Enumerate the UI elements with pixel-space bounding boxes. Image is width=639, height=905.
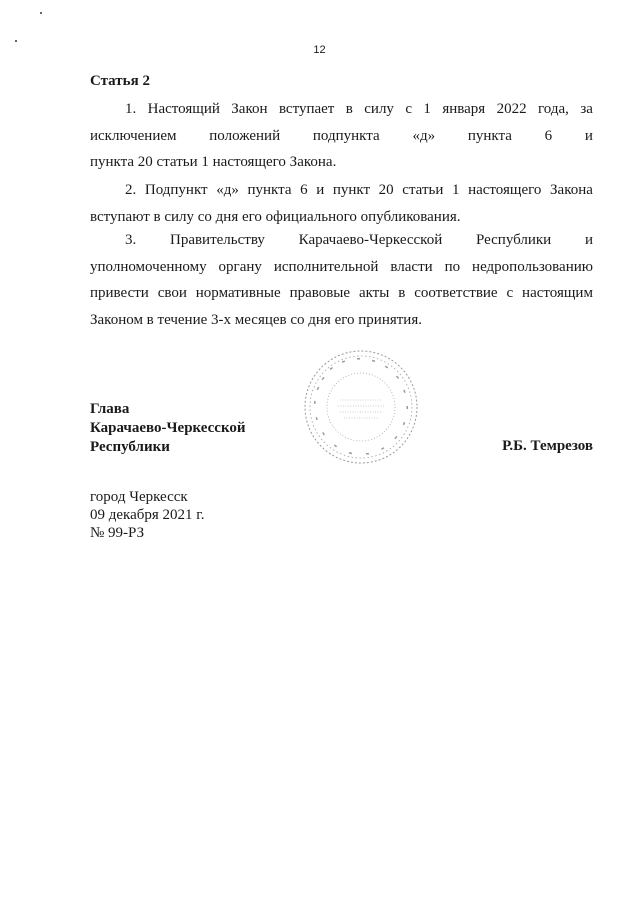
word: 3.	[125, 232, 137, 248]
word: 2022	[496, 101, 527, 117]
word: Правительству	[169, 232, 265, 248]
word: 1	[423, 101, 431, 117]
paragraph-line: пункта 20 статьи 1 настоящего Закона.	[90, 154, 337, 170]
word: исполнительной	[273, 258, 379, 275]
word: власти	[390, 258, 433, 275]
word: Республики	[475, 232, 552, 248]
word: Подпункт	[144, 182, 208, 198]
word: за	[580, 101, 593, 117]
word: соответствие	[414, 285, 498, 301]
word: пункт	[332, 182, 371, 198]
word: уполномоченному	[90, 258, 207, 275]
word: правовые	[289, 285, 351, 301]
paragraph-line: вступают в силу со дня его официального опубликования.	[90, 208, 461, 225]
word: «д»	[216, 182, 239, 198]
word: пункта	[247, 182, 292, 198]
signatory-title-line: Республики	[90, 439, 170, 455]
word: января	[442, 101, 486, 117]
word: по	[444, 258, 461, 275]
paragraph-1	[90, 96, 593, 176]
word: исключением	[90, 127, 177, 144]
word: статьи	[402, 182, 444, 198]
word: настоящим	[522, 285, 593, 301]
word: в	[345, 101, 353, 117]
word: в	[398, 285, 406, 301]
word: пункта	[467, 127, 512, 144]
word: 2.	[125, 182, 137, 198]
word: года,	[538, 101, 569, 117]
paragraph-line	[90, 96, 593, 123]
word: и	[584, 232, 593, 248]
word: нормативные	[195, 285, 281, 301]
scan-speck	[40, 12, 42, 14]
word: с	[506, 285, 514, 301]
scan-speck	[15, 40, 17, 42]
word: подпункта	[312, 127, 380, 144]
word: и	[316, 182, 325, 198]
word: недропользованию	[472, 258, 593, 275]
word: положений	[209, 127, 281, 144]
paragraph-line	[90, 227, 593, 254]
word: настоящего	[468, 182, 542, 198]
word: 6	[544, 127, 553, 144]
word: и	[584, 127, 593, 144]
word: 6	[300, 182, 308, 198]
paragraph-line	[90, 254, 593, 281]
paragraph-line: Законом в течение 3-х месяцев со дня его принятия.	[90, 311, 422, 328]
page-number: 12	[313, 44, 326, 56]
official-seal-stamp	[302, 348, 420, 466]
word: свои	[157, 285, 187, 301]
word: Закон	[231, 101, 268, 117]
paragraph-2	[90, 177, 593, 230]
word: Настоящий	[147, 101, 220, 117]
paragraph-3	[90, 227, 593, 333]
word: силу	[364, 101, 394, 117]
word: органу	[218, 258, 262, 275]
word: «д»	[412, 127, 436, 144]
paragraph-line	[90, 280, 593, 307]
word: Карачаево-Черкесской	[298, 232, 443, 248]
word: вступает	[278, 101, 335, 117]
signatory-title-line: Глава	[90, 401, 130, 417]
article-heading: Статья 2	[90, 73, 150, 89]
signatory-title	[90, 400, 246, 457]
signatory-name: Р.Б. Темрезов	[502, 438, 593, 454]
signatory-title-line: Карачаево-Черкесской	[90, 420, 246, 436]
document-footer	[90, 488, 205, 542]
word: 1.	[125, 101, 137, 117]
word: 20	[378, 182, 394, 198]
footer-city: город Черкесск	[90, 489, 188, 505]
paragraph-line	[90, 123, 593, 150]
word: 1	[451, 182, 460, 198]
word: привести	[90, 285, 149, 301]
paragraph-line	[90, 177, 593, 204]
word: Закона	[550, 182, 593, 198]
word: акты	[358, 285, 390, 301]
footer-number: № 99-РЗ	[90, 525, 145, 541]
footer-date: 09 декабря 2021 г.	[90, 507, 205, 523]
word: с	[405, 101, 413, 117]
